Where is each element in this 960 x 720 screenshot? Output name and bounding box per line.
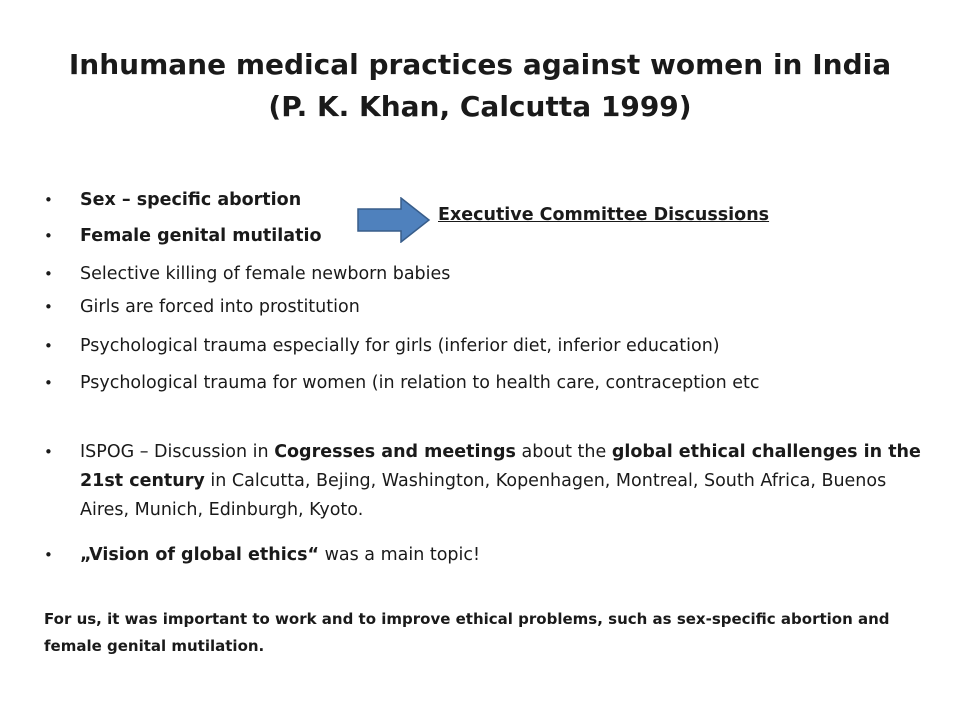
bullet-text: Psychological trauma especially for girls (inferior diet, inferior education) (80, 336, 720, 356)
bullet-vision (44, 541, 924, 570)
bullet-text (80, 541, 924, 570)
bullet-female-genital-mutilation (44, 222, 924, 251)
ispog-text-4: global ethical challenges in the 21st century (80, 442, 921, 491)
right-arrow-icon (357, 197, 431, 243)
bullet-selective-killing (44, 260, 924, 289)
vision-text-1: „Vision of global ethics“ (80, 545, 320, 565)
slide-title (0, 44, 960, 128)
bullet-dot: • (44, 191, 53, 209)
bullet-text: Psychological trauma for women (in relation to health care, contraception etc (80, 373, 760, 393)
bullet-dot: • (44, 298, 53, 316)
footer-text: For us, it was important to work and to improve ethical problems, such as sex-specific abortion and female genital mutilation. (44, 610, 890, 655)
bullet-trauma-women (44, 369, 924, 398)
bullet-dot: • (44, 546, 53, 564)
executive-committee-label: Executive Committee Discussions (438, 205, 770, 225)
bullet-text (80, 438, 924, 525)
bullet-dot: • (44, 337, 53, 355)
bullet-trauma-girls (44, 332, 924, 361)
title-line-2: (P. K. Khan, Calcutta 1999) (268, 90, 692, 123)
bullet-dot: • (44, 265, 53, 283)
bullet-text: Female genital mutilatio (80, 226, 322, 246)
bullet-dot: • (44, 227, 53, 245)
arrow-shape (358, 198, 429, 242)
ispog-text-5: in Calcutta, Bejing, Washington, Kopenhagen, Montreal, South Africa, Buenos Aires, Munich, Edinburgh, Kyoto. (80, 471, 887, 520)
bullet-dot: • (44, 443, 53, 461)
ispog-text-1: ISPOG – Discussion in (80, 442, 275, 462)
bullet-text: Selective killing of female newborn babies (80, 264, 451, 284)
ispog-text-3: about the (515, 442, 612, 462)
title-line-1: Inhumane medical practices against women in India (68, 48, 892, 81)
bullet-text: Sex – specific abortion (80, 190, 302, 210)
bullet-text: Girls are forced into prostitution (80, 297, 360, 317)
bullet-prostitution (44, 293, 924, 322)
bullet-ispog (44, 438, 924, 525)
ispog-text-2: Cogresses and meetings (274, 442, 516, 462)
vision-text-2: was a main topic! (319, 545, 481, 565)
bullet-dot: • (44, 374, 53, 392)
